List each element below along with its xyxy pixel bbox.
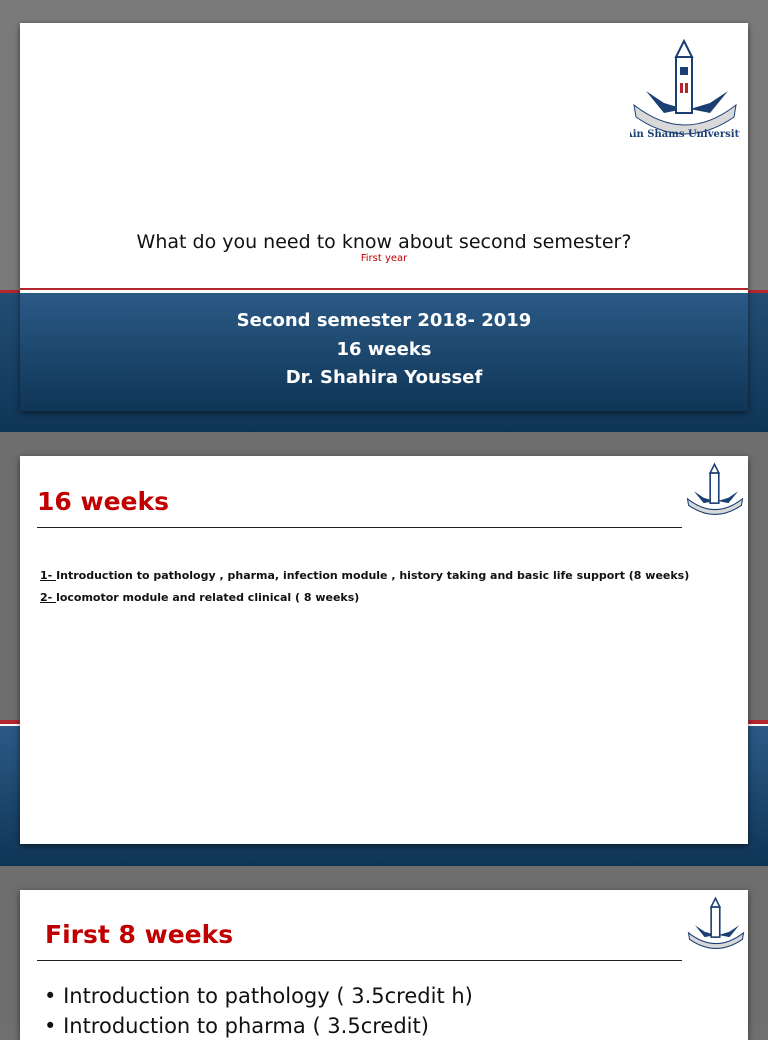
banner-line: Second semester 2018- 2019 [236, 310, 532, 331]
item-number: 1- [40, 569, 57, 582]
title-banner [20, 293, 748, 411]
item-text: Introduction to pathology , pharma, infection module , history taking and basic life support (8 weeks) [56, 569, 690, 582]
university-logo [685, 460, 745, 522]
slide-title [20, 23, 748, 411]
slide-title: First 8 weeks [45, 920, 234, 949]
banner-line: 16 weeks [336, 338, 432, 360]
university-logo [686, 894, 746, 956]
divider [20, 288, 748, 290]
title-underline [37, 960, 682, 961]
bullet-text: Introduction to pathology ( 3.5credit h) [63, 984, 473, 1008]
slide-subtitle: First year [360, 253, 408, 264]
logo-text: Ain Shams University [630, 129, 740, 140]
item-text: locomotor module and related clinical ( 8 weeks) [56, 591, 360, 604]
title-underline [37, 527, 682, 528]
bullet-item: • Introduction to pharma ( 3.5credit) [44, 1014, 429, 1038]
slide-title: 16 weeks [37, 487, 170, 516]
bullet-item: • Introduction to pathology ( 3.5credit h) [44, 984, 473, 1008]
university-logo [630, 33, 740, 148]
bullet-text: Introduction to pharma ( 3.5credit) [63, 1014, 429, 1038]
list-item [40, 569, 689, 582]
item-number: 2- [40, 591, 57, 604]
slide-16-weeks [20, 456, 748, 844]
list-item [40, 591, 359, 604]
banner-line: Dr. Shahira Youssef [285, 367, 483, 388]
slide-question: What do you need to know about second semester? [136, 231, 632, 253]
slide-first-8-weeks [20, 890, 748, 1040]
